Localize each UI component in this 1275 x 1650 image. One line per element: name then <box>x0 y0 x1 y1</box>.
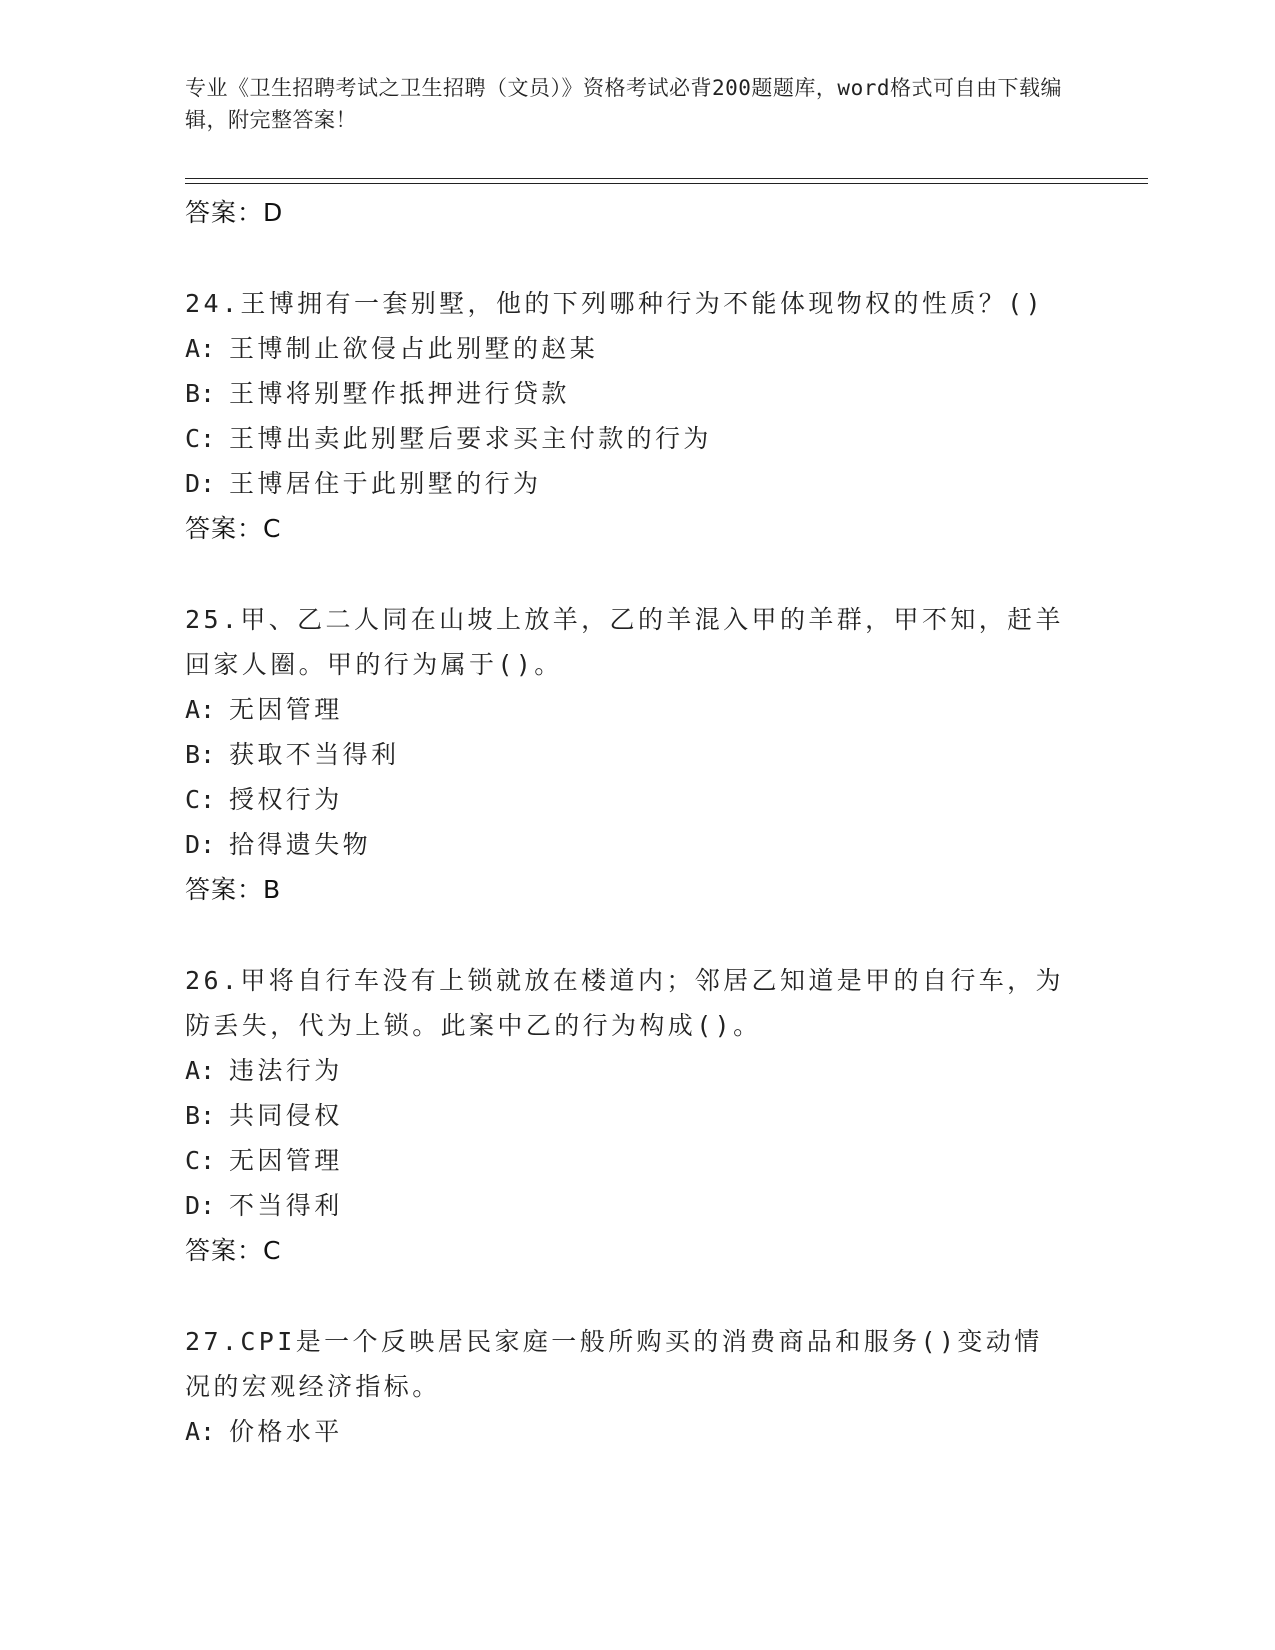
question-27 <box>185 1319 1085 1454</box>
option-c <box>185 1138 1085 1183</box>
question-stem: 24.王博拥有一套别墅，他的下列哪种行为不能体现物权的性质？() <box>185 289 1045 318</box>
option-key: D: <box>185 469 216 498</box>
question-stem: 27.CPI是一个反映居民家庭一般所购买的消费商品和服务()变动情况的宏观经济指标。 <box>185 1327 1043 1401</box>
option-text: 共同侵权 <box>229 1101 343 1130</box>
option-a <box>185 1409 1085 1454</box>
option-key: C: <box>185 785 216 814</box>
option-key: A: <box>185 1056 216 1085</box>
question-list <box>185 190 1085 1454</box>
option-key: B: <box>185 740 216 769</box>
option-d <box>185 1183 1085 1228</box>
option-text: 无因管理 <box>229 1146 343 1175</box>
option-b <box>185 1093 1085 1138</box>
option-key: A: <box>185 695 216 724</box>
option-c <box>185 777 1085 822</box>
option-c <box>185 416 1085 461</box>
option-key: C: <box>185 424 216 453</box>
question-25 <box>185 597 1085 912</box>
option-key: B: <box>185 1101 216 1130</box>
option-text: 违法行为 <box>229 1056 343 1085</box>
question-stem: 25.甲、乙二人同在山坡上放羊，乙的羊混入甲的羊群，甲不知，赶羊回家人圈。甲的行为属于()。 <box>185 605 1064 679</box>
document-header: 专业《卫生招聘考试之卫生招聘（文员）》资格考试必背200题题库，word格式可自由下载编辑，附完整答案！ <box>185 76 1062 132</box>
option-key: D: <box>185 1191 216 1220</box>
option-key: B: <box>185 379 216 408</box>
option-text: 拾得遗失物 <box>229 830 372 859</box>
option-b <box>185 732 1085 777</box>
previous-answer: 答案：D <box>185 198 284 227</box>
option-a <box>185 687 1085 732</box>
option-key: D: <box>185 830 216 859</box>
header-divider-top <box>185 178 1148 179</box>
answer-line: 答案：C <box>185 1236 282 1265</box>
option-text: 王博将别墅作抵押进行贷款 <box>229 379 570 408</box>
option-d <box>185 461 1085 506</box>
option-text: 王博制止欲侵占此别墅的赵某 <box>229 334 599 363</box>
option-text: 获取不当得利 <box>229 740 400 769</box>
option-key: A: <box>185 334 216 363</box>
option-a <box>185 1048 1085 1093</box>
option-text: 无因管理 <box>229 695 343 724</box>
option-text: 王博居住于此别墅的行为 <box>229 469 542 498</box>
option-text: 王博出卖此别墅后要求买主付款的行为 <box>229 424 712 453</box>
option-text: 价格水平 <box>229 1417 343 1446</box>
option-text: 授权行为 <box>229 785 343 814</box>
answer-line: 答案：C <box>185 514 282 543</box>
option-d <box>185 822 1085 867</box>
option-key: C: <box>185 1146 216 1175</box>
question-24 <box>185 281 1085 551</box>
option-key: A: <box>185 1417 216 1446</box>
question-26 <box>185 958 1085 1273</box>
question-stem: 26.甲将自行车没有上锁就放在楼道内；邻居乙知道是甲的自行车，为防丢失，代为上锁。此案中乙的行为构成()。 <box>185 966 1064 1040</box>
option-text: 不当得利 <box>229 1191 343 1220</box>
answer-line: 答案：B <box>185 875 282 904</box>
option-a <box>185 326 1085 371</box>
option-b <box>185 371 1085 416</box>
header-divider-bottom <box>185 183 1148 184</box>
